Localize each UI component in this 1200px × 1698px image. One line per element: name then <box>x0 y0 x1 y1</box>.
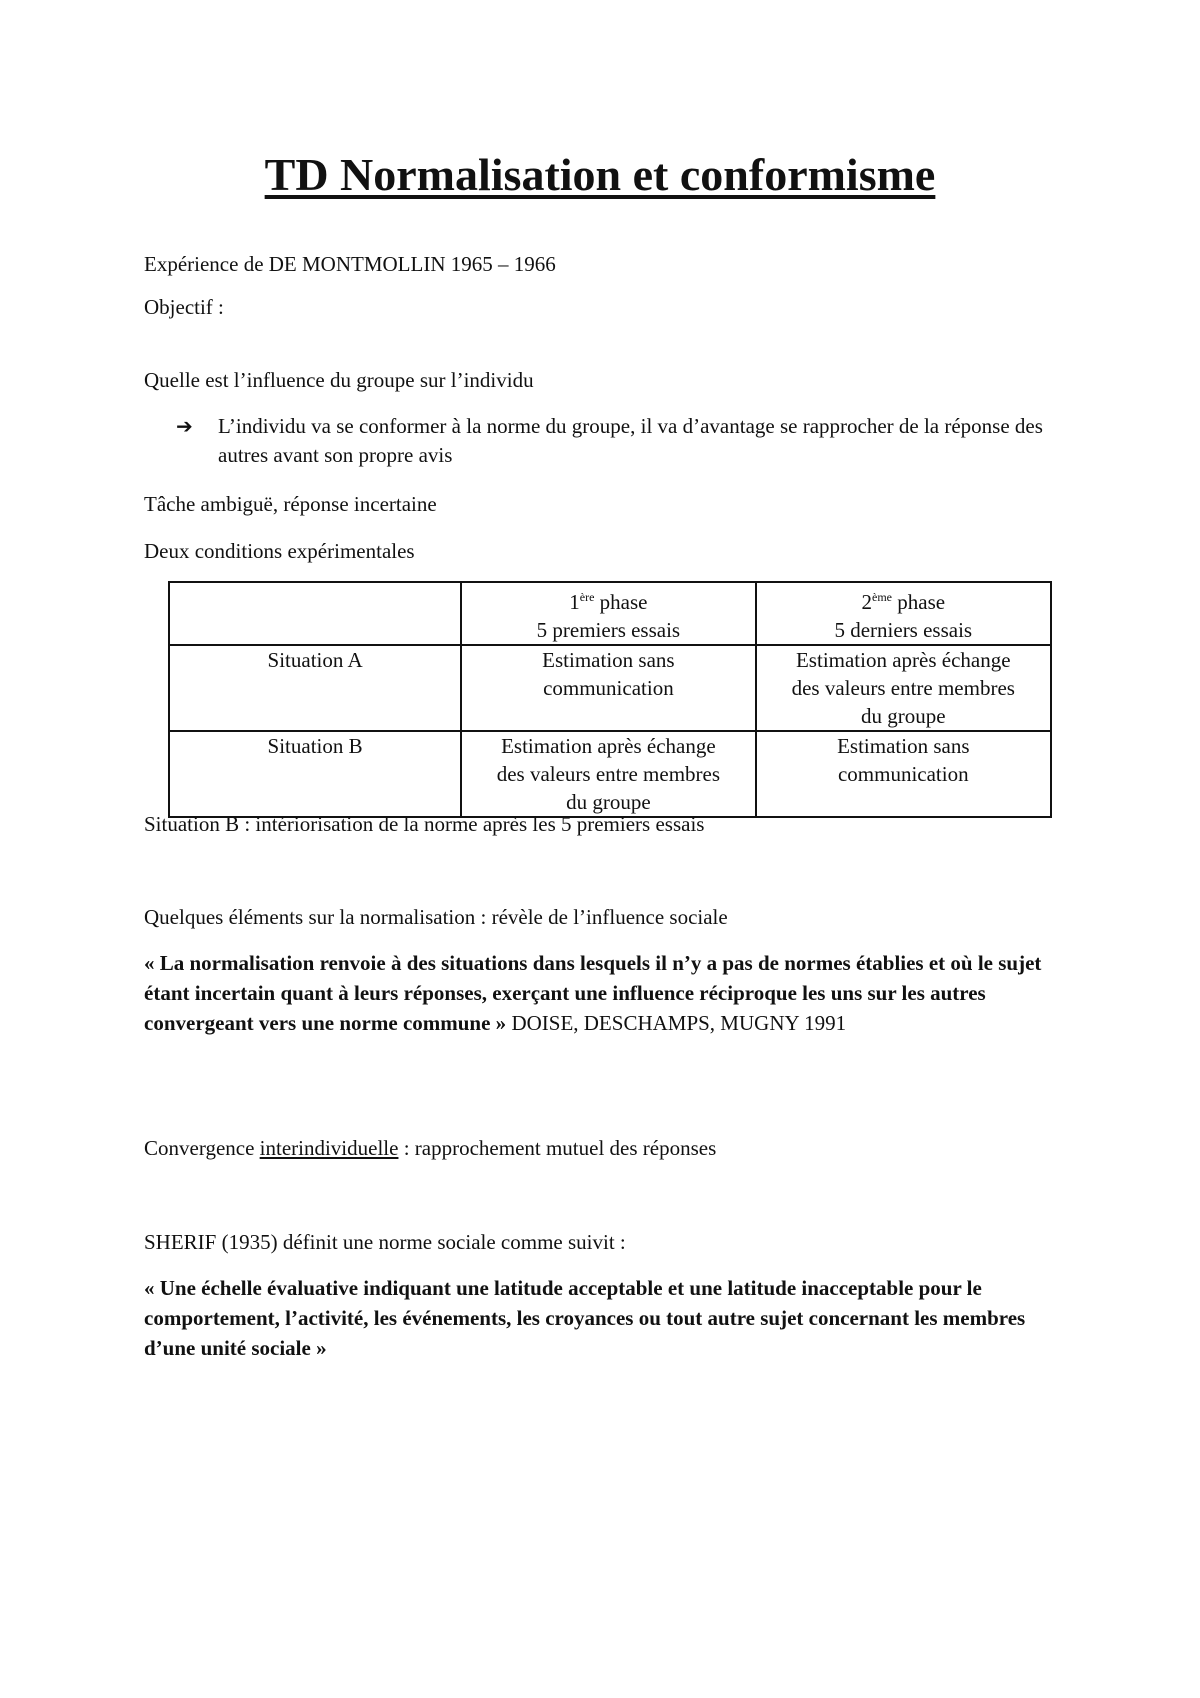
table-cell-phase1: Estimation après échange des valeurs entre membres du groupe <box>461 731 755 817</box>
table-header-empty <box>169 582 461 645</box>
experience-line: Expérience de DE MONTMOLLIN 1965 – 1966 <box>144 252 556 276</box>
convergence-line: Convergence interindividuelle : rapprochement mutuel des réponses <box>144 1136 717 1160</box>
elements-line: Quelques éléments sur la normalisation : révèle de l’influence sociale <box>144 905 728 929</box>
objectif-line: Objectif : <box>144 295 224 319</box>
normalisation-quote-text: « La normalisation renvoie à des situations dans lesquels il n’y a pas de normes établies et où le sujet étant incertain quant à leurs réponses, exerçant une influence réciproque les uns sur les autres convergeant vers une norme commune » <box>144 951 1042 1035</box>
normalisation-quote-source: DOISE, DESCHAMPS, MUGNY 1991 <box>506 1011 847 1035</box>
table-cell-label: Situation A <box>169 645 461 731</box>
table-header-row <box>169 582 1051 645</box>
table-cell-phase2: Estimation sans communication <box>756 731 1051 817</box>
arrow-right-icon: ➔ <box>176 414 193 438</box>
table-row <box>169 645 1051 731</box>
table-cell-label: Situation B <box>169 731 461 817</box>
sherif-quote <box>144 1273 1064 1363</box>
situation-b-note: Situation B : intériorisation de la norme après les 5 premiers essais <box>144 812 705 836</box>
convergence-term: interindividuelle <box>259 1136 399 1160</box>
table-header-phase1: 1ère phase 5 premiers essais <box>461 582 755 645</box>
table-cell-phase1: Estimation sans communication <box>461 645 755 731</box>
arrow-bullet <box>176 412 1056 470</box>
tache-line: Tâche ambiguë, réponse incertaine <box>144 492 437 516</box>
table-row <box>169 731 1051 817</box>
page-title: TD Normalisation et conformisme <box>264 149 936 200</box>
question-line: Quelle est l’influence du groupe sur l’individu <box>144 368 534 392</box>
arrow-bullet-text: L’individu va se conformer à la norme du groupe, il va d’avantage se rapprocher de la réponse des autres avant son propre avis <box>218 414 1043 467</box>
normalisation-quote <box>144 948 1064 1038</box>
conditions-table <box>168 581 1052 818</box>
table-cell-phase2: Estimation après échange des valeurs entre membres du groupe <box>756 645 1051 731</box>
sherif-quote-text: « Une échelle évaluative indiquant une latitude acceptable et une latitude inacceptable pour le comportement, l’activité, les événements, les croyances ou tout autre sujet concernant les membres d’une unité sociale » <box>144 1276 1026 1360</box>
conditions-line: Deux conditions expérimentales <box>144 539 415 563</box>
table-header-phase2: 2ème phase 5 derniers essais <box>756 582 1051 645</box>
sherif-line: SHERIF (1935) définit une norme sociale comme suivit : <box>144 1230 626 1254</box>
